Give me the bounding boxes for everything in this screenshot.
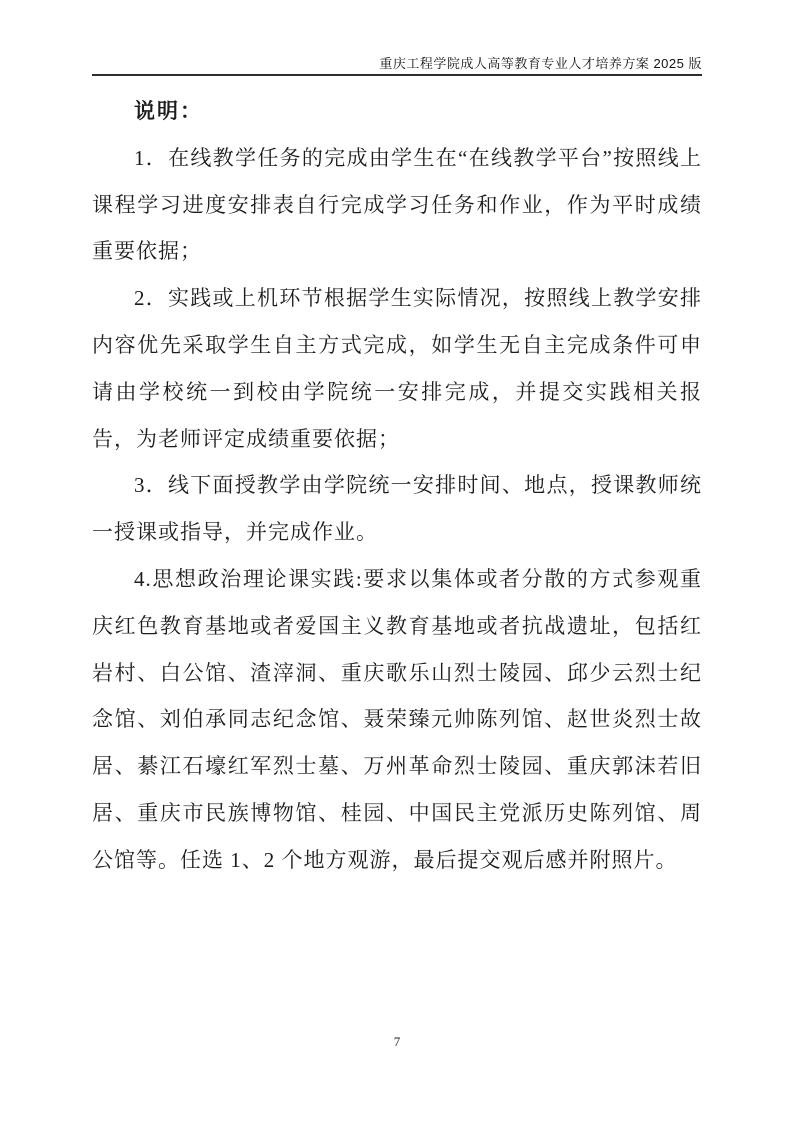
paragraph-ideological-practice: 4.思想政治理论课实践:要求以集体或者分散的方式参观重庆红色教育基地或者爱国主义教育基地或者抗战遗址，包括红岩村、白公馆、渣滓洞、重庆歌乐山烈士陵园、邱少云烈士纪念馆、刘伯承同志纪念馆、聂荣臻元帅陈列馆、赵世炎烈士故居、綦江石壕红军烈士墓、万州革命烈士陵园、重庆郭沫若旧居、重庆市民族博物馆、桂园、中国民主党派历史陈列馆、周公馆等。任选 1、2 个地方观游，最后提交观后感并附照片。 bbox=[92, 566, 702, 872]
page-number: 7 bbox=[393, 1034, 401, 1049]
header-title: 重庆工程学院成人高等教育专业人才培养方案 2025 版 bbox=[379, 56, 702, 71]
document-body bbox=[92, 88, 702, 884]
paragraph-offline-teaching: 3．线下面授教学由学院统一安排时间、地点，授课教师统一授课或指导，并完成作业。 bbox=[92, 473, 702, 545]
paragraph-online-teaching: 1．在线教学任务的完成由学生在“在线教学平台”按照线上课程学习进度安排表自行完成学习任务和作业，作为平时成绩重要依据； bbox=[92, 145, 702, 264]
section-heading: 说明： bbox=[134, 99, 203, 123]
header-divider bbox=[92, 74, 702, 76]
paragraph-practice-or-lab: 2．实践或上机环节根据学生实际情况，按照线上教学安排内容优先采取学生自主方式完成，如学生无自主完成条件可申请由学校统一到校由学院统一安排完成，并提交实践相关报告，为老师评定成绩重要依据； bbox=[92, 286, 702, 451]
